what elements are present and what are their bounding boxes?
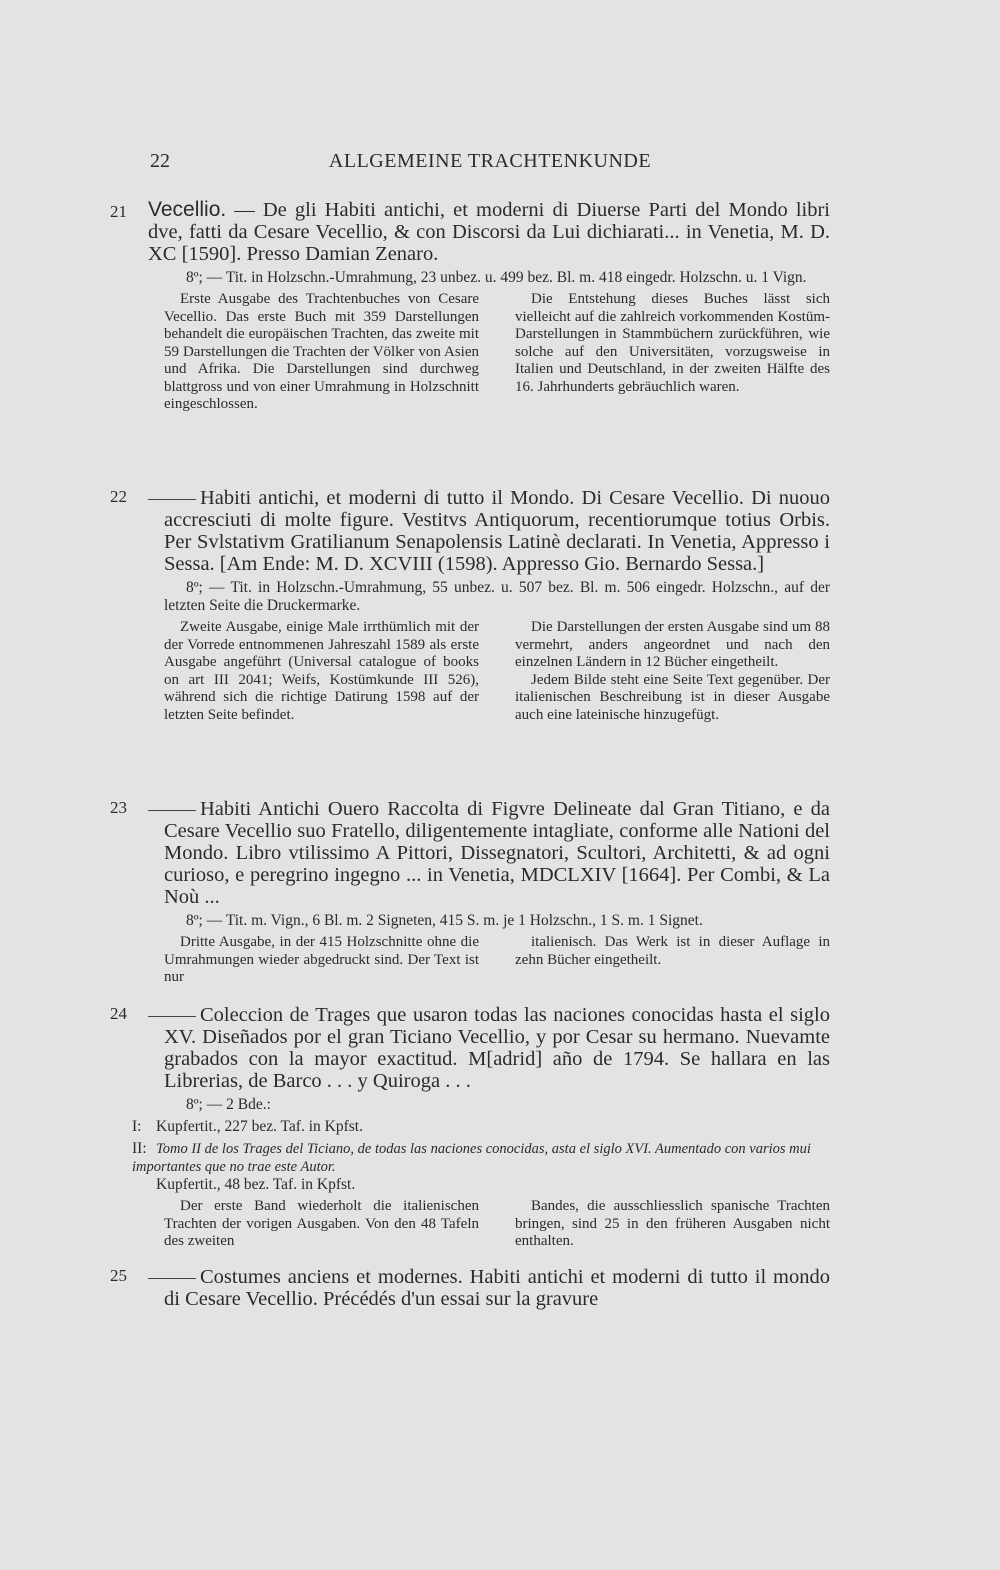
- entry-notes: [164, 934, 830, 987]
- note-left: Zweite Ausgabe, einige Male irrthümlich mit der der Vorrede entnommenen Jahreszahl 1589 als erste Ausgabe angeführt (Universal catalogue of books on art III 2041; Weifs, Kostümkunde III 526), während sich die richtige Datirung 1598 auf der letzten Seite befindet.: [164, 619, 479, 723]
- entry-number: 25: [110, 1266, 127, 1285]
- note-right-2: Jedem Bilde steht eine Seite Text gegenüber. Der italienischen Beschreibung ist in dieser Ausgabe auch eine lateinische hinzugefügt.: [515, 671, 830, 723]
- note-left-column: [164, 934, 479, 987]
- entry-title-text: Habiti antichi, et moderni di tutto il Mondo. Di Cesare Vecellio. Di nuouo accresciuti di molte figure. Vestitvs Antiquorum, recentiorumque totius Orbis. Per Svlstativm Gratilianum Senapolensis Latinè declarati. In Venetia, Appresso i Sessa. [Am Ende: M. D. XCVIII (1598). Appresso Gio. Bernardo Sessa.]: [164, 487, 830, 575]
- note-left-column: [164, 619, 479, 724]
- entry-title-text: Costumes anciens et modernes. Habiti antichi et moderni di tutto il mondo di Cesare Vecellio. Précédés d'un essai sur la gravure: [164, 1266, 830, 1310]
- entry-title-text: — De gli Habiti antichi, et moderni di Diuerse Parti del Mondo libri dve, fatti da Cesare Vecellio, & con Discorsi da Lui dichiarati... in Venetia, M. D. XC [1590]. Presso Damian Zenaro.: [148, 199, 830, 265]
- volume-1: [132, 1118, 830, 1136]
- entry-title: [148, 199, 830, 265]
- volume-2: [132, 1140, 830, 1194]
- volume-text: Kupfertit., 227 bez. Taf. in Kpfst.: [156, 1118, 363, 1135]
- volume-text: Kupfertit., 48 bez. Taf. in Kpfst.: [156, 1176, 356, 1193]
- catalog-entry-21: [110, 199, 830, 414]
- catalog-entry-24: [110, 1004, 830, 1251]
- catalog-entry-25: [110, 1266, 830, 1310]
- entry-author: Vecellio.: [148, 198, 227, 221]
- entry-number: 22: [110, 487, 127, 506]
- entry-title-text: Habiti Antichi Ouero Raccolta di Figvre Delineate dal Gran Titiano, e da Cesare Vecellio suo Fratello, diligentemente intagliate, conforme alle Nationi del Mondo. Libro vtilissimo A Pittori, Dissegnatori, Scultori, Architetti, & ad ogni curioso, e peregrino ingegno ... in Venetia, MDCLXIV [1664]. Per Combi, & La Noù ...: [164, 798, 830, 908]
- note-right: Bandes, die ausschliesslich spanische Trachten bringen, sind 25 in den früheren Ausgaben nicht enthalten.: [515, 1198, 830, 1249]
- entry-collation: 8º; — Tit. m. Vign., 6 Bl. m. 2 Signeten, 415 S. m. je 1 Holzschn., 1 S. m. 1 Signet.: [186, 912, 703, 929]
- entry-dash: [148, 1016, 196, 1017]
- note-right-column: [515, 619, 830, 724]
- catalog-entry-22: [110, 487, 830, 724]
- volume-label: II:: [132, 1140, 147, 1157]
- note-right: Die Darstellungen der ersten Ausgabe sind um 88 vermehrt, anders angeordnet und nach den einzelnen Ländern in 12 Bücher eingetheilt.: [515, 619, 830, 670]
- running-title: ALLGEMEINE TRACHTENKUNDE: [328, 150, 652, 172]
- volume-label: I:: [132, 1118, 142, 1135]
- entry-dash: [148, 810, 196, 811]
- note-right-column: [515, 1198, 830, 1251]
- entry-number: 24: [110, 1004, 127, 1023]
- note-right-column: [515, 291, 830, 414]
- entry-collation: 8º; — 2 Bde.:: [186, 1096, 271, 1113]
- entry-collation: 8º; — Tit. in Holzschn.-Umrahmung, 23 unbez. u. 499 bez. Bl. m. 418 eingedr. Holzschn. u. 1 Vign.: [186, 269, 807, 286]
- catalog-entry-23: [110, 798, 830, 987]
- note-left-column: [164, 1198, 479, 1251]
- volume-title: Tomo II de los Trages del Ticiano, de todas las naciones conocidas, asta el siglo XVI. Aumentado con varios mui importantes que no trae este Autor.: [132, 1141, 811, 1175]
- entry-title-text: Coleccion de Trages que usaron todas las naciones conocidas hasta el siglo XV. Diseñados por el gran Ticiano Vecellio, y por Cesar su hermano. Nuevamte grabados con la mayor exactitud. M[adrid] año de 1794. Se hallara en las Librerias, de Barco . . . y Quiroga . . .: [164, 1004, 830, 1092]
- note-right: Die Entstehung dieses Buches lässt sich vielleicht auf die zahlreich vorkommenden Kostüm-Darstellungen in Stammbüchern zurückführen, wie solche auf den Universitäten, vorzugsweise in Italien und Deutschland, in der zweiten Hälfte des 16. Jahrhunderts gebräuchlich waren.: [515, 291, 830, 395]
- note-left-column: [164, 291, 479, 414]
- note-right-column: [515, 934, 830, 987]
- note-left: Dritte Ausgabe, in der 415 Holzschnitte ohne die Umrahmungen wieder abgedruckt sind. Der Text ist nur: [164, 934, 479, 985]
- entry-number: 23: [110, 798, 127, 817]
- note-left: Erste Ausgabe des Trachtenbuches von Cesare Vecellio. Das erste Buch mit 359 Darstellungen behandelt die europäischen Trachten, das zweite mit 59 Darstellungen die Trachten der Völker von Asien und Afrika. Die Darstellungen sind durchweg blattgross und von einer Umrahmung in Holzschnitt eingeschlossen.: [164, 291, 479, 412]
- page-header: [150, 150, 830, 176]
- entry-notes: [164, 291, 830, 414]
- note-left: Der erste Band wiederholt die italienischen Trachten der vorigen Ausgaben. Von den 48 Tafeln des zweiten: [164, 1198, 479, 1249]
- entry-number: 21: [110, 202, 127, 221]
- note-right: italienisch. Das Werk ist in dieser Auflage in zehn Bücher eingetheilt.: [515, 934, 830, 968]
- entry-notes: [164, 1198, 830, 1251]
- entry-dash: [148, 499, 196, 500]
- entry-notes: [164, 619, 830, 724]
- page-number: 22: [150, 150, 170, 172]
- entry-collation: 8º; — Tit. in Holzschn.-Umrahmung, 55 unbez. u. 507 bez. Bl. m. 506 eingedr. Holzschn., auf der letzten Seite die Druckermarke.: [164, 579, 830, 614]
- entry-dash: [148, 1278, 196, 1279]
